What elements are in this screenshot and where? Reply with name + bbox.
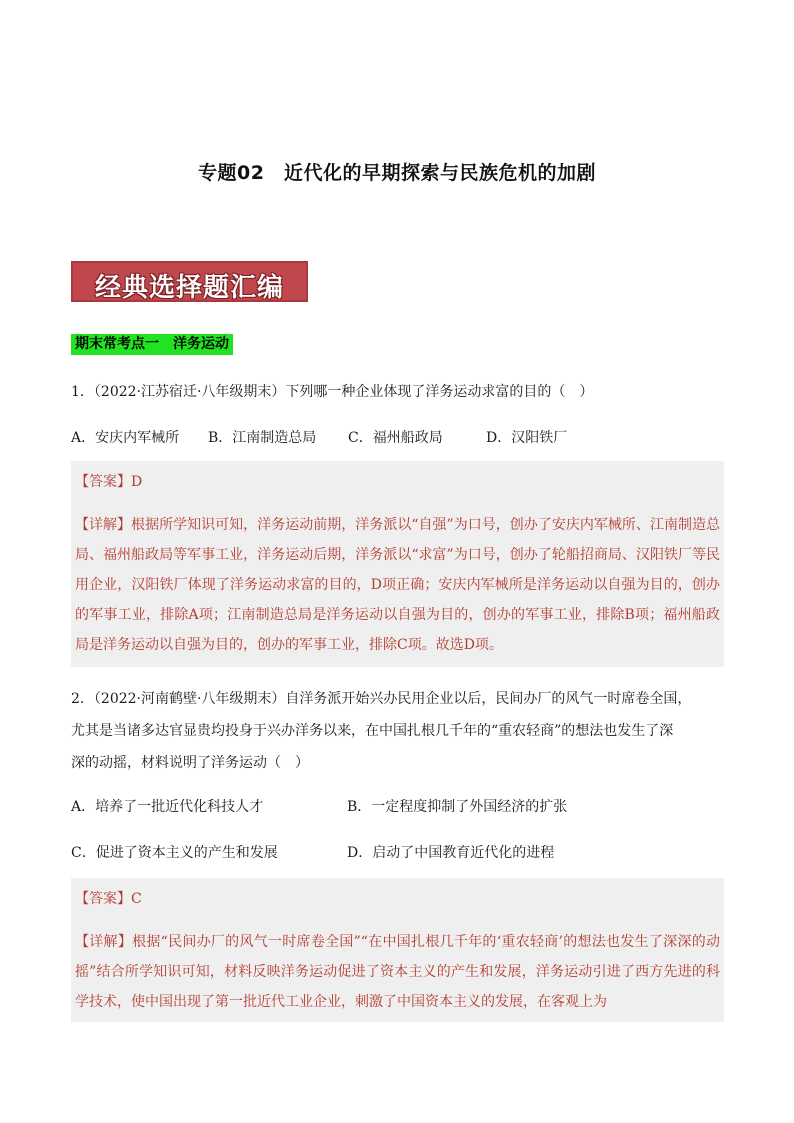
section-banner-label: 经典选择题汇编 [94,273,284,303]
question-1-option-c: C．福州船政局 [348,430,443,446]
question-2-answer-box [71,878,724,1022]
question-1-option-a: A．安庆内军械所 [71,430,180,446]
question-1-option-b: B．江南制造总局 [208,430,317,446]
question-2-option-c: C．促进了资本主义的产生和发展 [71,845,278,861]
question-2-stem-line-2: 尤其是当诸多达官显贵均投身于兴办洋务以来，在中国扎根几千年的“重农轻商”的想法也发生了深 [71,723,674,739]
section-banner [71,261,308,302]
question-2-option-b: B．一定程度抑制了外国经济的扩张 [347,799,568,815]
question-2-option-d: D．启动了中国教育近代化的进程 [347,845,555,861]
question-2-option-a: A．培养了一批近代化科技人才 [71,799,264,815]
question-2-detail: 【详解】根据“民间办厂的风气一时席卷全国”“在中国扎根几千年的‘重农轻商’的想法也发生了深深的动摇”结合所学知识可知，材料反映洋务运动促进了资本主义的产生和发展，洋务运动引进了西方先进的科学技术，使中国出现了第一批近代工业企业，刺激了中国资本主义的发展，在客观上为 [75,934,720,1010]
question-1-answer-box [71,461,724,667]
question-1-option-d: D．汉阳铁厂 [486,430,568,446]
topic-heading: 期末常考点一 洋务运动 [71,334,233,355]
question-1-stem: 1．（2022·江苏宿迁·八年级期末）下列哪一种企业体现了洋务运动求富的目的（ ） [71,384,594,400]
question-2-answer: 【答案】C [75,891,142,907]
question-1-detail: 【详解】根据所学知识可知，洋务运动前期，洋务派以“自强”为口号，创办了安庆内军械所、江南制造总局、福州船政局等军事工业，洋务运动后期，洋务派以“求富”为口号，创办了轮船招商局、汉阳铁厂等民用企业，汉阳铁厂体现了洋务运动求富的目的，D项正确；安庆内军械所是洋务运动以自强为目的，创办的军事工业，排除A项；江南制造总局是洋务运动以自强为目的，创办的军事工业，排除B项；福州船政局是洋务运动以自强为目的，创办的军事工业，排除C项。故选D项。 [75,517,720,653]
question-2-stem-line-1: 2．（2022·河南鹤壁·八年级期末）自洋务派开始兴办民用企业以后，民间办厂的风气一时席卷全国， [71,691,692,707]
question-2-stem-line-3: 深的动摇，材料说明了洋务运动（ ） [71,755,309,771]
document-title: 专题02 近代化的早期探索与民族危机的加剧 [198,162,596,184]
question-1-answer: 【答案】D [75,474,143,490]
